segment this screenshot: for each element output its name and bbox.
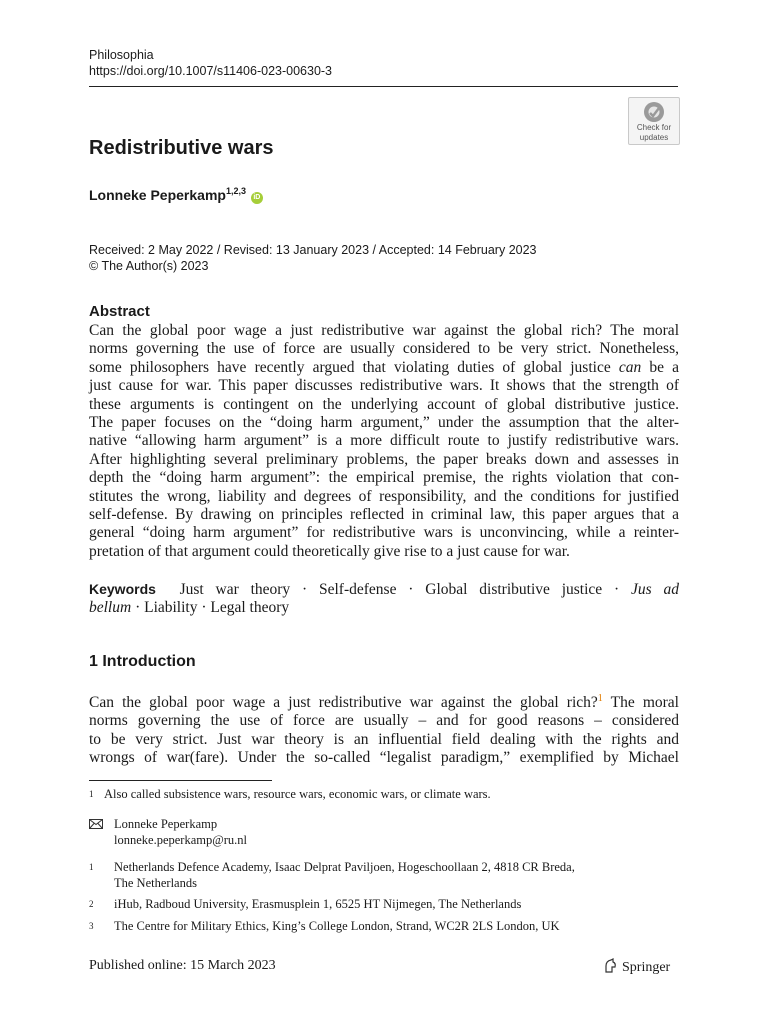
envelope-icon xyxy=(89,819,103,829)
header-divider xyxy=(89,86,678,87)
abstract-line: norms governing the use of force are usually considered to be very strict. Nonetheless, xyxy=(89,340,679,358)
check-updates-icon xyxy=(643,101,665,123)
abstract-line: The paper focuses on the “doing harm argument,” under the assumption that the alter- xyxy=(89,414,679,432)
abstract-line: just cause for war. This paper discusses redistributive wars. It shows that the strength of xyxy=(89,377,679,395)
abstract-line: these arguments is contingent on the underlying account of global distributive justice. xyxy=(89,395,679,413)
author-line xyxy=(89,186,263,204)
publisher-name: Springer xyxy=(622,960,671,975)
abstract-line: depth the “doing harm argument”: the empirical premise, the rights violation that con- xyxy=(89,469,679,487)
check-updates-line-2: updates xyxy=(639,132,669,142)
keywords-line-2: bellum · Liability · Legal theory xyxy=(89,599,290,617)
author-name[interactable]: Lonneke Peperkamp xyxy=(89,187,226,203)
springer-logo xyxy=(602,958,670,976)
abstract-body xyxy=(89,322,679,561)
footnote-divider xyxy=(89,780,272,781)
abstract-line: self-defense. By drawing on principles reflected in criminal law, this paper argues that a xyxy=(89,506,679,524)
abstract-line: some philosophers have recently argued that violating duties of global justice can be a xyxy=(89,358,679,376)
journal-header xyxy=(89,47,332,79)
affiliation-3: 3 The Centre for Military Ethics, King’s College London, Strand, WC2R 2LS London, UK xyxy=(89,919,560,933)
affiliation-2: 2 iHub, Radboud University, Erasmusplein 1, 6525 HT Nijmegen, The Netherlands xyxy=(89,897,522,911)
intro-line: to be very strict. Just war theory is an influential field dealing with the rights and xyxy=(89,730,679,748)
corresponding-author xyxy=(0,816,768,850)
intro-line: wrongs of war(fare). Under the so-called “legalist paradigm,” exemplified by Michael xyxy=(89,749,679,767)
published-online: Published online: 15 March 2023 xyxy=(89,958,276,973)
abstract-italic-can: can xyxy=(618,358,642,376)
keywords-line-1: Keywords Just war theory · Self-defense · Global distributive justice · Jus ad xyxy=(89,581,680,598)
article-dates xyxy=(89,242,537,274)
abstract-line: stitutes the wrong, liability and degrees of responsibility, and the conditions for justified xyxy=(89,487,679,505)
intro-line: norms governing the use of force are usually – and for good reasons – considered xyxy=(89,712,679,730)
section-heading-introduction: 1 Introduction xyxy=(89,653,196,670)
keywords-label: Keywords xyxy=(89,581,156,597)
footnote-ref-1[interactable]: 1 xyxy=(597,693,603,704)
affiliation-1: 1 Netherlands Defence Academy, Isaac Delprat Paviljoen, Hogeschoollaan 2, 4818 CR Breda, The Netherlands xyxy=(89,860,575,890)
received-revised-accepted: Received: 2 May 2022 / Revised: 13 January 2023 / Accepted: 14 February 2023 xyxy=(89,243,537,257)
orcid-icon[interactable]: iD xyxy=(251,192,263,204)
abstract-line: Can the global poor wage a just redistributive war against the global rich? The moral xyxy=(89,322,679,339)
check-updates-line-1: Check for xyxy=(636,123,672,132)
contact-email[interactable]: lonneke.peperkamp@ru.nl xyxy=(114,833,247,847)
journal-name: Philosophia xyxy=(89,48,154,62)
keywords xyxy=(89,580,679,618)
intro-line: Can the global poor wage a just redistributive war against the global rich?$^1$ The moral xyxy=(89,693,679,711)
abstract-line: native “allowing harm argument” is a more difficult route to justify redistributive wars. xyxy=(89,432,679,450)
check-for-updates-badge[interactable] xyxy=(628,97,680,145)
introduction-body xyxy=(89,690,679,768)
copyright: © The Author(s) 2023 xyxy=(89,259,209,273)
article-title: Redistributive wars xyxy=(89,137,274,159)
abstract-line: After highlighting several preliminary problems, the paper breaks down and assesses in xyxy=(89,450,679,468)
springer-horse-icon xyxy=(602,958,618,974)
author-affiliation-marks: 1,2,3 xyxy=(225,186,246,196)
abstract-line: pretation of that argument could theoretically give rise to a just cause for war. xyxy=(89,542,570,560)
doi-link[interactable]: https://doi.org/10.1007/s11406-023-00630-3 xyxy=(89,64,333,78)
abstract-heading: Abstract xyxy=(89,303,150,320)
abstract-line: general “doing harm argument” for redistributive wars is unconvincing, while a reinter- xyxy=(89,524,679,542)
contact-name: Lonneke Peperkamp xyxy=(114,817,218,831)
footnote-1: 1 Also called subsistence wars, resource wars, economic wars, or climate wars. xyxy=(89,787,491,801)
